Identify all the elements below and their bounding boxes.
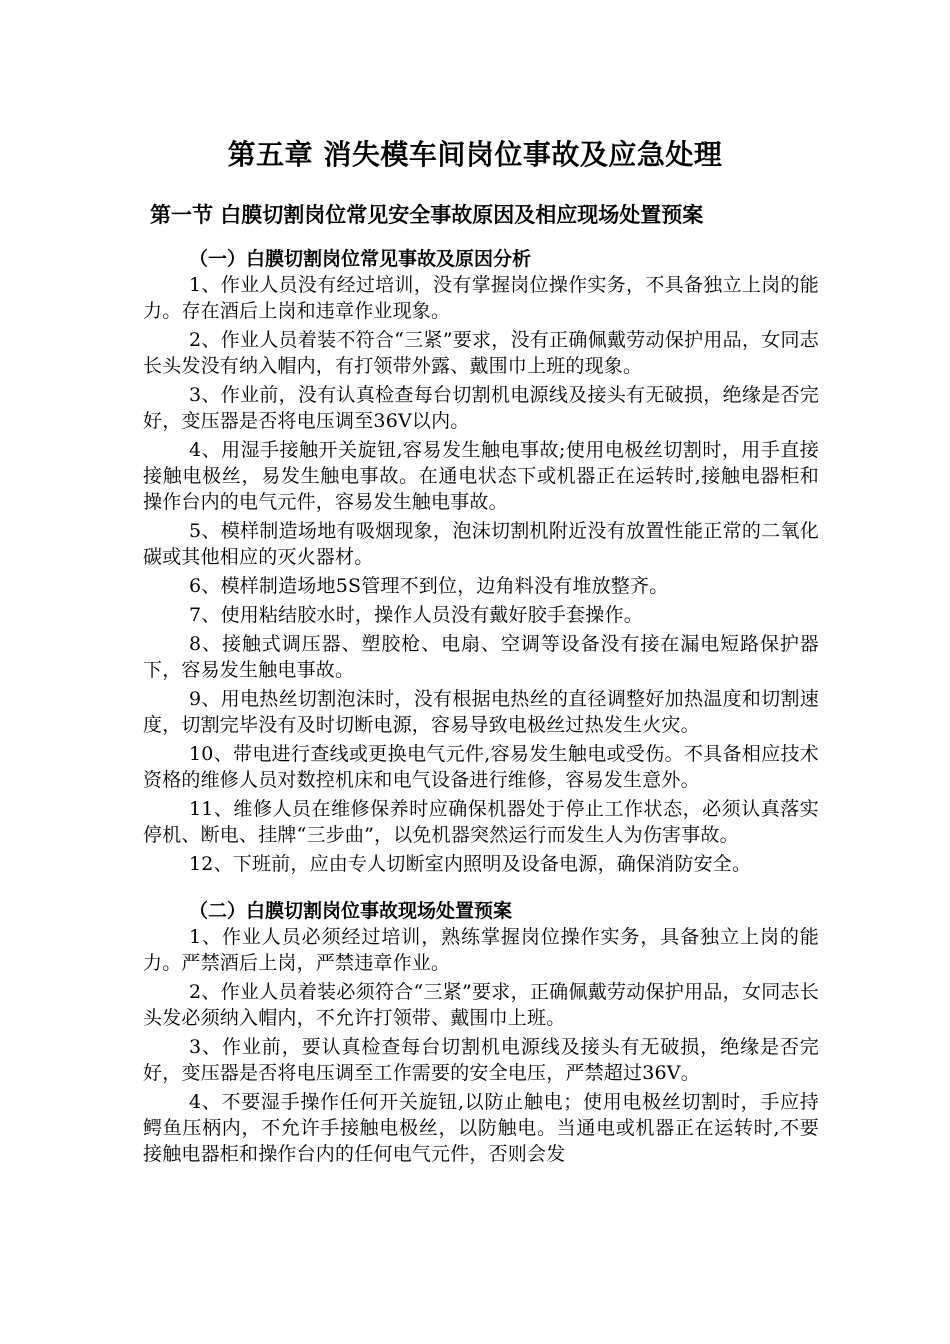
paragraph: 3、作业前，没有认真检查每台切割机电源线及接头有无破损，绝缘是否完好，变压器是否将电压调至36V以内。 (143, 384, 819, 432)
paragraph: 6、模样制造场地5S管理不到位，边角料没有堆放整齐。 (189, 575, 669, 597)
document-body (143, 246, 819, 1170)
paragraph: 10、带电进行查线或更换电气元件,容易发生触电或受伤。不具备相应技术资格的维修人员对数控机床和电气设备进行维修，容易发生意外。 (143, 743, 819, 791)
paragraph: 2、作业人员着装必须符合“三紧”要求，正确佩戴劳动保护用品，女同志长头发必须纳入帽内，不允许打领带、戴围巾上班。 (143, 981, 819, 1029)
paragraph: 2、作业人员着装不符合“三紧”要求，没有正确佩戴劳动保护用品，女同志长头发没有纳入帽内，有打领带外露、戴围巾上班的现象。 (143, 329, 819, 377)
spacer (143, 880, 819, 898)
paragraph: 7、使用粘结胶水时，操作人员没有戴好胶手套操作。 (189, 604, 643, 626)
subsection-title-1: （一）白膜切割岗位常见事故及原因分析 (189, 248, 532, 270)
paragraph: 3、作业前，要认真检查每台切割机电源线及接头有无破损，绝缘是否完好，变压器是否将电压调至工作需要的安全电压，严禁超过36V。 (143, 1036, 819, 1084)
paragraph: 5、模样制造场地有吸烟现象，泡沫切割机附近没有放置性能正常的二氧化碳或其他相应的灭火器材。 (143, 520, 819, 568)
paragraph: 8、接触式调压器、塑胶枪、电扇、空调等设备没有接在漏电短路保护器下，容易发生触电事故。 (143, 633, 819, 681)
section-title: 第一节 白膜切割岗位常见安全事故原因及相应现场处置预案 (150, 203, 704, 227)
paragraph: 1、作业人员没有经过培训，没有掌握岗位操作实务，不具备独立上岗的能力。存在酒后上岗和违章作业现象。 (143, 274, 819, 322)
chapter-title: 第五章 消失模车间岗位事故及应急处理 (227, 138, 723, 171)
paragraph: 1、作业人员必须经过培训，熟练掌握岗位操作实务，具备独立上岗的能力。严禁酒后上岗，严禁违章作业。 (143, 926, 819, 974)
paragraph: 12、下班前，应由专人切断室内照明及设备电源，确保消防安全。 (189, 853, 752, 875)
paragraph: 4、不要湿手操作任何开关旋钮,以防止触电；使用电极丝切割时，手应持鳄鱼压柄内，不允许手接触电极丝，以防触电。当通电或机器正在运转时,不要接触电器柜和操作台内的任何电气元件，否则会发 (143, 1091, 819, 1165)
subsection-title-2: （二）白膜切割岗位事故现场处置预案 (189, 900, 513, 922)
paragraph: 4、用湿手接触开关旋钮,容易发生触电事故;使用电极丝切割时，用手直接接触电极丝，易发生触电事故。在通电状态下或机器正在运转时,接触电器柜和操作台内的电气元件，容易发生触电事故。 (143, 439, 819, 513)
paragraph: 9、用电热丝切割泡沫时，没有根据电热丝的直径调整好加热温度和切割速度，切割完毕没有及时切断电源，容易导致电极丝过热发生火灾。 (143, 688, 819, 736)
paragraph: 11、维修人员在维修保养时应确保机器处于停止工作状态，必须认真落实停机、断电、挂牌“三步曲”，以免机器突然运行而发生人为伤害事故。 (143, 798, 819, 846)
